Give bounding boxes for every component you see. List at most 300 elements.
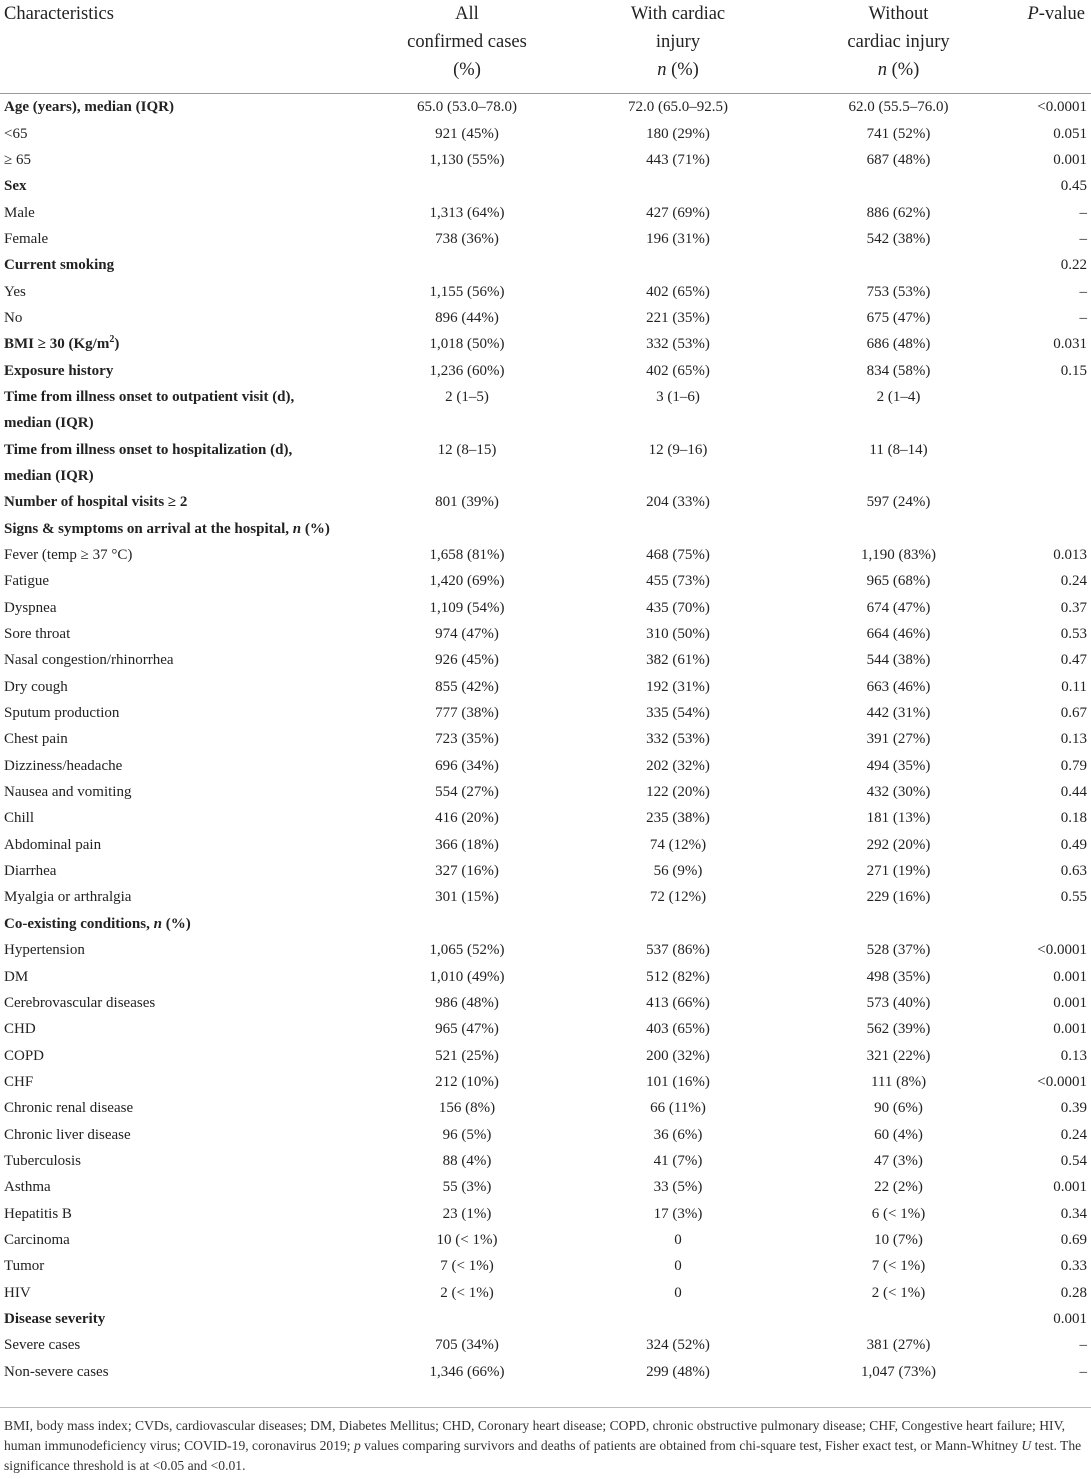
row-label: median (IQR) xyxy=(4,415,94,432)
cell-without-cardiac-injury: 573 (40%) xyxy=(866,994,931,1011)
cell-all-confirmed: 12 (8–15) xyxy=(437,441,497,458)
cell-without-cardiac-injury: 181 (13%) xyxy=(866,810,931,827)
cell-without-cardiac-injury xyxy=(794,516,1003,542)
row-label: Asthma xyxy=(4,1179,51,1196)
cell-without-cardiac-injury: 965 (68%) xyxy=(866,573,931,590)
table-row xyxy=(0,1306,1091,1332)
cell-with-cardiac-injury: 3 (1–6) xyxy=(656,388,700,405)
cell-p-value: 0.13 xyxy=(1060,1047,1087,1064)
cell-with-cardiac-injury: 180 (29%) xyxy=(646,125,710,142)
cell-all-confirmed: 2 (1–5) xyxy=(445,388,489,405)
cell-with-cardiac-injury: 204 (33%) xyxy=(646,494,710,511)
cell-with-cardiac-injury: 0 xyxy=(674,1284,682,1301)
row-label: Myalgia or arthralgia xyxy=(4,889,132,906)
cell-with-cardiac-injury: 33 (5%) xyxy=(653,1179,703,1196)
cell-with-cardiac-injury: 332 (53%) xyxy=(646,336,710,353)
row-label: Carcinoma xyxy=(4,1231,70,1248)
table-row xyxy=(0,726,1091,752)
cell-all-confirmed: 301 (15%) xyxy=(435,889,499,906)
cell-without-cardiac-injury: 1,047 (73%) xyxy=(861,1363,936,1380)
cell-p-value: 0.69 xyxy=(1060,1231,1087,1248)
table-row xyxy=(0,753,1091,779)
row-label: Abdominal pain xyxy=(4,836,102,853)
cell-p-value: – xyxy=(1079,204,1087,221)
cell-p-value: 0.001 xyxy=(1053,1179,1087,1196)
cell-with-cardiac-injury: 435 (70%) xyxy=(646,599,710,616)
table-row xyxy=(0,542,1091,568)
cell-p-value: 0.18 xyxy=(1060,810,1087,827)
row-label: ≥ 65 xyxy=(4,151,31,168)
cell-all-confirmed xyxy=(372,516,562,542)
cell-without-cardiac-injury: 10 (7%) xyxy=(874,1231,923,1248)
cell-p-value: – xyxy=(1079,1363,1087,1380)
row-label: Current smoking xyxy=(4,257,115,274)
cell-all-confirmed: 1,313 (64%) xyxy=(429,204,505,221)
cell-with-cardiac-injury: 101 (16%) xyxy=(646,1073,710,1090)
row-label: Sore throat xyxy=(4,626,71,643)
row-label: Disease severity xyxy=(4,1310,106,1327)
cell-p-value: 0.22 xyxy=(1060,257,1087,274)
table-row xyxy=(0,1042,1091,1068)
cell-without-cardiac-injury: 292 (20%) xyxy=(866,836,931,853)
cell-without-cardiac-injury: 498 (35%) xyxy=(866,968,931,985)
cell-without-cardiac-injury: 834 (58%) xyxy=(866,362,931,379)
cell-all-confirmed xyxy=(372,252,562,278)
cell-p-value xyxy=(1003,911,1091,937)
cell-without-cardiac-injury: 6 (< 1%) xyxy=(871,1205,926,1222)
table-row xyxy=(0,463,1091,489)
cell-p-value: 0.33 xyxy=(1060,1258,1087,1275)
cell-p-value: 0.001 xyxy=(1053,151,1087,168)
table-row xyxy=(0,278,1091,304)
cell-p-value xyxy=(1003,384,1091,410)
row-label: Hypertension xyxy=(4,942,85,959)
table-bottom-rule xyxy=(0,1407,1091,1408)
cell-p-value: 0.031 xyxy=(1053,336,1087,353)
cell-all-confirmed xyxy=(372,173,562,199)
table-row xyxy=(0,1148,1091,1174)
table-row xyxy=(0,647,1091,673)
cell-without-cardiac-injury: 886 (62%) xyxy=(866,204,931,221)
row-label: Exposure history xyxy=(4,362,114,379)
cell-p-value: – xyxy=(1079,1337,1087,1354)
table-row xyxy=(0,779,1091,805)
row-label: Female xyxy=(4,230,49,247)
table-row xyxy=(0,331,1091,357)
cell-with-cardiac-injury: 324 (52%) xyxy=(646,1337,710,1354)
cell-with-cardiac-injury: 402 (65%) xyxy=(646,283,710,300)
table-row xyxy=(0,120,1091,146)
cell-all-confirmed: 705 (34%) xyxy=(435,1337,499,1354)
cell-p-value xyxy=(1003,436,1091,462)
cell-without-cardiac-injury: 562 (39%) xyxy=(866,1021,931,1038)
table-row xyxy=(0,568,1091,594)
table-row xyxy=(0,1121,1091,1147)
cell-all-confirmed: 1,130 (55%) xyxy=(429,151,505,168)
table-row xyxy=(0,1174,1091,1200)
cell-all-confirmed: 156 (8%) xyxy=(438,1100,496,1117)
cell-with-cardiac-injury xyxy=(562,911,794,937)
cell-without-cardiac-injury xyxy=(794,410,1003,436)
row-label: Dyspnea xyxy=(4,599,57,616)
table-row xyxy=(0,436,1091,462)
cell-p-value xyxy=(1003,516,1091,542)
row-label: CHD xyxy=(4,1021,36,1038)
cell-p-value: 0.28 xyxy=(1060,1284,1087,1301)
cell-p-value: 0.67 xyxy=(1060,705,1087,722)
cell-all-confirmed: 777 (38%) xyxy=(435,705,499,722)
cell-with-cardiac-injury xyxy=(562,463,794,489)
row-label: Sputum production xyxy=(4,705,120,722)
cell-without-cardiac-injury xyxy=(794,173,1003,199)
cell-p-value: 0.051 xyxy=(1053,125,1087,142)
table-row xyxy=(0,226,1091,252)
cell-p-value: 0.37 xyxy=(1060,599,1087,616)
cell-with-cardiac-injury: 512 (82%) xyxy=(646,968,710,985)
cell-without-cardiac-injury xyxy=(794,1306,1003,1332)
row-label: Co-existing conditions, n (%) xyxy=(4,915,191,932)
cell-all-confirmed xyxy=(372,911,562,937)
row-label: DM xyxy=(4,968,29,985)
cell-all-confirmed: 921 (45%) xyxy=(435,125,499,142)
cell-p-value: 0.79 xyxy=(1060,757,1087,774)
row-label: No xyxy=(4,309,23,326)
cell-with-cardiac-injury: 41 (7%) xyxy=(653,1152,703,1169)
cell-all-confirmed: 212 (10%) xyxy=(435,1073,499,1090)
cell-p-value: 0.13 xyxy=(1060,731,1087,748)
cell-with-cardiac-injury: 17 (3%) xyxy=(653,1205,703,1222)
cell-p-value: 0.44 xyxy=(1060,784,1087,801)
cell-p-value: <0.0001 xyxy=(1037,99,1087,116)
table-row xyxy=(0,595,1091,621)
row-label: CHF xyxy=(4,1073,34,1090)
cell-without-cardiac-injury xyxy=(794,463,1003,489)
cell-all-confirmed: 1,065 (52%) xyxy=(429,942,505,959)
cell-without-cardiac-injury: 741 (52%) xyxy=(866,125,931,142)
cell-p-value: 0.34 xyxy=(1060,1205,1087,1222)
cell-p-value: 0.45 xyxy=(1060,178,1087,195)
table-row xyxy=(0,990,1091,1016)
cell-with-cardiac-injury: 202 (32%) xyxy=(646,757,710,774)
table-row xyxy=(0,1279,1091,1305)
cell-p-value: – xyxy=(1079,283,1087,300)
cell-without-cardiac-injury: 11 (8–14) xyxy=(869,441,928,458)
cell-all-confirmed: 88 (4%) xyxy=(442,1152,492,1169)
cell-with-cardiac-injury: 402 (65%) xyxy=(646,362,710,379)
row-label: Severe cases xyxy=(4,1337,81,1354)
cell-without-cardiac-injury: 674 (47%) xyxy=(866,599,931,616)
cell-all-confirmed: 65.0 (53.0–78.0) xyxy=(417,99,517,116)
table-row xyxy=(0,1359,1091,1385)
table-header xyxy=(0,0,1091,94)
row-label: Non-severe cases xyxy=(4,1363,109,1380)
row-label: Cerebrovascular diseases xyxy=(4,994,156,1011)
cell-with-cardiac-injury: 468 (75%) xyxy=(646,547,710,564)
table-row xyxy=(0,1227,1091,1253)
table-row xyxy=(0,1095,1091,1121)
table-row xyxy=(0,384,1091,410)
cell-all-confirmed: 723 (35%) xyxy=(435,731,499,748)
cell-with-cardiac-injury: 200 (32%) xyxy=(646,1047,710,1064)
cell-all-confirmed: 1,346 (66%) xyxy=(429,1363,505,1380)
cell-without-cardiac-injury: 229 (16%) xyxy=(866,889,931,906)
cell-with-cardiac-injury: 537 (86%) xyxy=(646,942,710,959)
table-footnote: BMI, body mass index; CVDs, cardiovascular diseases; DM, Diabetes Mellitus; CHD, Coronary heart disease; COPD, chronic obstructive pulmonary disease; CHF, Congestive heart failure; HIV, human immunodeficiency virus; COVID-19, coronavirus 2019; p values comparing survivors and deaths of patients are obtained from chi-square test, Fisher exact test, or Mann-Whitney U test. The significance threshold is at <0.05 and <0.01. xyxy=(4,1418,1082,1473)
cell-without-cardiac-injury: 432 (30%) xyxy=(866,784,931,801)
table-row xyxy=(0,489,1091,515)
table-row xyxy=(0,621,1091,647)
row-label: Number of hospital visits ≥ 2 xyxy=(4,494,188,511)
cell-with-cardiac-injury: 427 (69%) xyxy=(646,204,710,221)
row-label: BMI ≥ 30 $(Kg/m^2)$ xyxy=(4,334,120,353)
row-label: Nausea and vomiting xyxy=(4,784,132,801)
row-label: Hepatitis B xyxy=(4,1205,72,1222)
table-row xyxy=(0,1332,1091,1358)
row-label: Time from illness onset to outpatient visit (d), xyxy=(4,388,295,405)
table-row xyxy=(0,410,1091,436)
cell-with-cardiac-injury xyxy=(562,516,794,542)
cell-without-cardiac-injury: 47 (3%) xyxy=(874,1152,923,1169)
cell-with-cardiac-injury: 299 (48%) xyxy=(646,1363,710,1380)
row-label: Chronic renal disease xyxy=(4,1100,134,1117)
cell-without-cardiac-injury: 664 (46%) xyxy=(866,626,931,643)
cell-with-cardiac-injury xyxy=(562,1306,794,1332)
cell-without-cardiac-injury: 271 (19%) xyxy=(866,863,931,880)
row-label: Age (years), median (IQR) xyxy=(4,99,174,116)
table-row xyxy=(0,937,1091,963)
row-label: Dizziness/headache xyxy=(4,757,123,774)
cell-all-confirmed: 896 (44%) xyxy=(435,309,499,326)
cell-with-cardiac-injury: 413 (66%) xyxy=(646,994,710,1011)
cell-p-value xyxy=(1003,410,1091,436)
cell-without-cardiac-injury: 442 (31%) xyxy=(866,705,931,722)
header-with-cardiac-injury: With cardiac injury n (%) xyxy=(630,4,726,80)
table-row xyxy=(0,516,1091,542)
cell-with-cardiac-injury xyxy=(562,173,794,199)
cell-all-confirmed xyxy=(372,410,562,436)
row-label: HIV xyxy=(4,1284,31,1301)
cell-with-cardiac-injury: 382 (61%) xyxy=(646,652,710,669)
table-row xyxy=(0,911,1091,937)
cell-p-value: 0.53 xyxy=(1060,626,1087,643)
cell-without-cardiac-injury: 7 (< 1%) xyxy=(871,1258,926,1275)
row-label: Tuberculosis xyxy=(4,1152,81,1169)
table-body xyxy=(0,94,1091,1385)
cell-p-value: 0.013 xyxy=(1053,547,1087,564)
row-label: Tumor xyxy=(4,1258,45,1275)
row-label: Fever (temp ≥ 37 °C) xyxy=(4,547,133,564)
cell-p-value: 0.11 xyxy=(1061,678,1087,695)
cell-all-confirmed: 1,658 (81%) xyxy=(429,547,505,564)
cell-p-value: 0.001 xyxy=(1053,994,1087,1011)
cell-without-cardiac-injury: 381 (27%) xyxy=(866,1337,931,1354)
row-label: Chest pain xyxy=(4,731,68,748)
cell-all-confirmed: 965 (47%) xyxy=(435,1021,499,1038)
cell-all-confirmed xyxy=(372,1306,562,1332)
row-label: Dry cough xyxy=(4,678,68,695)
cell-all-confirmed: 521 (25%) xyxy=(435,1047,499,1064)
row-label: Time from illness onset to hospitalization (d), xyxy=(4,441,293,458)
cell-p-value: – xyxy=(1079,309,1087,326)
cell-without-cardiac-injury: 663 (46%) xyxy=(866,678,931,695)
row-label: Signs & symptoms on arrival at the hospital, n (%) xyxy=(4,520,330,537)
cell-without-cardiac-injury: 494 (35%) xyxy=(866,757,931,774)
cell-all-confirmed: 926 (45%) xyxy=(435,652,499,669)
table-row xyxy=(0,1253,1091,1279)
cell-without-cardiac-injury: 544 (38%) xyxy=(866,652,931,669)
row-label: Nasal congestion/rhinorrhea xyxy=(4,652,174,669)
cell-with-cardiac-injury: 122 (20%) xyxy=(646,784,710,801)
cell-p-value: 0.39 xyxy=(1060,1100,1087,1117)
row-label: Fatigue xyxy=(4,573,49,590)
cell-with-cardiac-injury: 56 (9%) xyxy=(653,863,703,880)
cell-all-confirmed: 986 (48%) xyxy=(435,994,499,1011)
table-row xyxy=(0,963,1091,989)
table-row xyxy=(0,1069,1091,1095)
row-label: COPD xyxy=(4,1047,45,1064)
cell-without-cardiac-injury: 753 (53%) xyxy=(866,283,931,300)
cell-p-value: 0.47 xyxy=(1060,652,1087,669)
cell-p-value xyxy=(1003,489,1091,515)
header-without-cardiac-injury: Without cardiac injury n (%) xyxy=(847,4,950,80)
cell-without-cardiac-injury xyxy=(794,252,1003,278)
cell-with-cardiac-injury: 66 (11%) xyxy=(650,1100,706,1117)
table-row xyxy=(0,1200,1091,1226)
table-row xyxy=(0,832,1091,858)
cell-without-cardiac-injury: 391 (27%) xyxy=(866,731,931,748)
cell-p-value: 0.49 xyxy=(1060,836,1087,853)
cell-with-cardiac-injury: 74 (12%) xyxy=(649,836,707,853)
cell-p-value xyxy=(1003,463,1091,489)
row-label: Chronic liver disease xyxy=(4,1126,131,1143)
table-row xyxy=(0,674,1091,700)
cell-all-confirmed: 23 (1%) xyxy=(442,1205,492,1222)
header-all-confirmed: All confirmed cases (%) xyxy=(407,4,527,80)
cell-all-confirmed: 10 (< 1%) xyxy=(436,1231,498,1248)
cell-without-cardiac-injury: 2 (1–4) xyxy=(876,388,921,405)
table-row xyxy=(0,94,1091,120)
table-row xyxy=(0,252,1091,278)
cell-all-confirmed: 738 (36%) xyxy=(435,230,499,247)
cell-p-value: 0.15 xyxy=(1060,362,1087,379)
table-row xyxy=(0,884,1091,910)
row-label: <65 xyxy=(4,125,28,142)
row-label: Chill xyxy=(4,810,35,827)
cell-p-value: 0.54 xyxy=(1060,1152,1087,1169)
cell-all-confirmed: 554 (27%) xyxy=(435,784,499,801)
cell-with-cardiac-injury: 0 xyxy=(674,1231,682,1248)
cell-all-confirmed: 1,236 (60%) xyxy=(429,362,505,379)
cell-with-cardiac-injury: 235 (38%) xyxy=(646,810,710,827)
cell-all-confirmed xyxy=(372,463,562,489)
cell-with-cardiac-injury: 196 (31%) xyxy=(646,230,710,247)
row-label: median (IQR) xyxy=(4,467,94,484)
cell-p-value: 0.001 xyxy=(1053,1310,1087,1327)
row-label: Yes xyxy=(4,283,26,300)
cell-with-cardiac-injury: 72.0 (65.0–92.5) xyxy=(628,99,728,116)
cell-without-cardiac-injury: 528 (37%) xyxy=(866,942,931,959)
row-label: Male xyxy=(4,204,35,221)
cell-all-confirmed: 1,420 (69%) xyxy=(429,573,505,590)
cell-without-cardiac-injury: 1,190 (83%) xyxy=(861,547,936,564)
table-row xyxy=(0,805,1091,831)
cell-all-confirmed: 1,010 (49%) xyxy=(429,968,505,985)
table-row xyxy=(0,1016,1091,1042)
row-label: Sex xyxy=(4,178,27,195)
cell-all-confirmed: 7 (< 1%) xyxy=(440,1258,494,1275)
cell-without-cardiac-injury: 675 (47%) xyxy=(866,309,931,326)
cell-p-value: <0.0001 xyxy=(1037,1073,1087,1090)
cell-p-value: 0.001 xyxy=(1053,1021,1087,1038)
cell-without-cardiac-injury: 62.0 (55.5–76.0) xyxy=(848,99,949,116)
cell-with-cardiac-injury xyxy=(562,252,794,278)
cell-p-value: 0.001 xyxy=(1053,968,1087,985)
cell-all-confirmed: 855 (42%) xyxy=(435,678,499,695)
cell-without-cardiac-injury xyxy=(794,911,1003,937)
cell-with-cardiac-injury: 12 (9–16) xyxy=(648,441,708,458)
cell-p-value: 0.63 xyxy=(1060,863,1087,880)
cell-all-confirmed: 696 (34%) xyxy=(435,757,499,774)
cell-with-cardiac-injury: 221 (35%) xyxy=(646,309,710,326)
cell-all-confirmed: 96 (5%) xyxy=(442,1126,492,1143)
cell-all-confirmed: 1,109 (54%) xyxy=(429,599,505,616)
cell-with-cardiac-injury: 335 (54%) xyxy=(646,705,710,722)
cell-p-value: <0.0001 xyxy=(1037,942,1087,959)
cell-all-confirmed: 55 (3%) xyxy=(442,1179,492,1196)
cell-without-cardiac-injury: 60 (4%) xyxy=(874,1126,923,1143)
cell-without-cardiac-injury: 686 (48%) xyxy=(866,336,931,353)
cell-all-confirmed: 1,018 (50%) xyxy=(429,336,505,353)
cell-p-value: 0.24 xyxy=(1060,573,1087,590)
table-row xyxy=(0,199,1091,225)
cell-with-cardiac-injury: 403 (65%) xyxy=(646,1021,710,1038)
table-row xyxy=(0,147,1091,173)
table-row xyxy=(0,173,1091,199)
cell-without-cardiac-injury: 90 (6%) xyxy=(874,1100,923,1117)
cell-with-cardiac-injury: 0 xyxy=(674,1258,682,1275)
cell-all-confirmed: 2 (< 1%) xyxy=(440,1284,494,1301)
cell-with-cardiac-injury: 36 (6%) xyxy=(653,1126,703,1143)
cell-without-cardiac-injury: 597 (24%) xyxy=(866,494,931,511)
cell-with-cardiac-injury: 310 (50%) xyxy=(646,626,710,643)
cell-with-cardiac-injury: 332 (53%) xyxy=(646,731,710,748)
cell-with-cardiac-injury: 192 (31%) xyxy=(646,678,710,695)
cell-without-cardiac-injury: 2 (< 1%) xyxy=(871,1284,926,1301)
header-characteristics: Characteristics xyxy=(4,4,114,24)
cell-without-cardiac-injury: 321 (22%) xyxy=(866,1047,931,1064)
cell-with-cardiac-injury: 72 (12%) xyxy=(649,889,707,906)
table-row xyxy=(0,357,1091,383)
cell-p-value: – xyxy=(1079,230,1087,247)
row-label: Diarrhea xyxy=(4,863,57,880)
table-row xyxy=(0,700,1091,726)
table-row xyxy=(0,858,1091,884)
cell-all-confirmed: 416 (20%) xyxy=(435,810,499,827)
cell-all-confirmed: 801 (39%) xyxy=(435,494,499,511)
cell-without-cardiac-injury: 687 (48%) xyxy=(866,151,931,168)
cell-all-confirmed: 974 (47%) xyxy=(435,626,499,643)
table-row xyxy=(0,305,1091,331)
cell-p-value: 0.55 xyxy=(1060,889,1087,906)
cell-all-confirmed: 366 (18%) xyxy=(435,836,499,853)
cell-all-confirmed: 327 (16%) xyxy=(435,863,499,880)
cell-with-cardiac-injury: 455 (73%) xyxy=(646,573,710,590)
header-p-value: P-value xyxy=(1027,4,1085,24)
cell-without-cardiac-injury: 542 (38%) xyxy=(866,230,931,247)
cell-without-cardiac-injury: 111 (8%) xyxy=(870,1073,927,1090)
cell-with-cardiac-injury: 443 (71%) xyxy=(646,151,710,168)
cell-without-cardiac-injury: 22 (2%) xyxy=(874,1179,923,1196)
